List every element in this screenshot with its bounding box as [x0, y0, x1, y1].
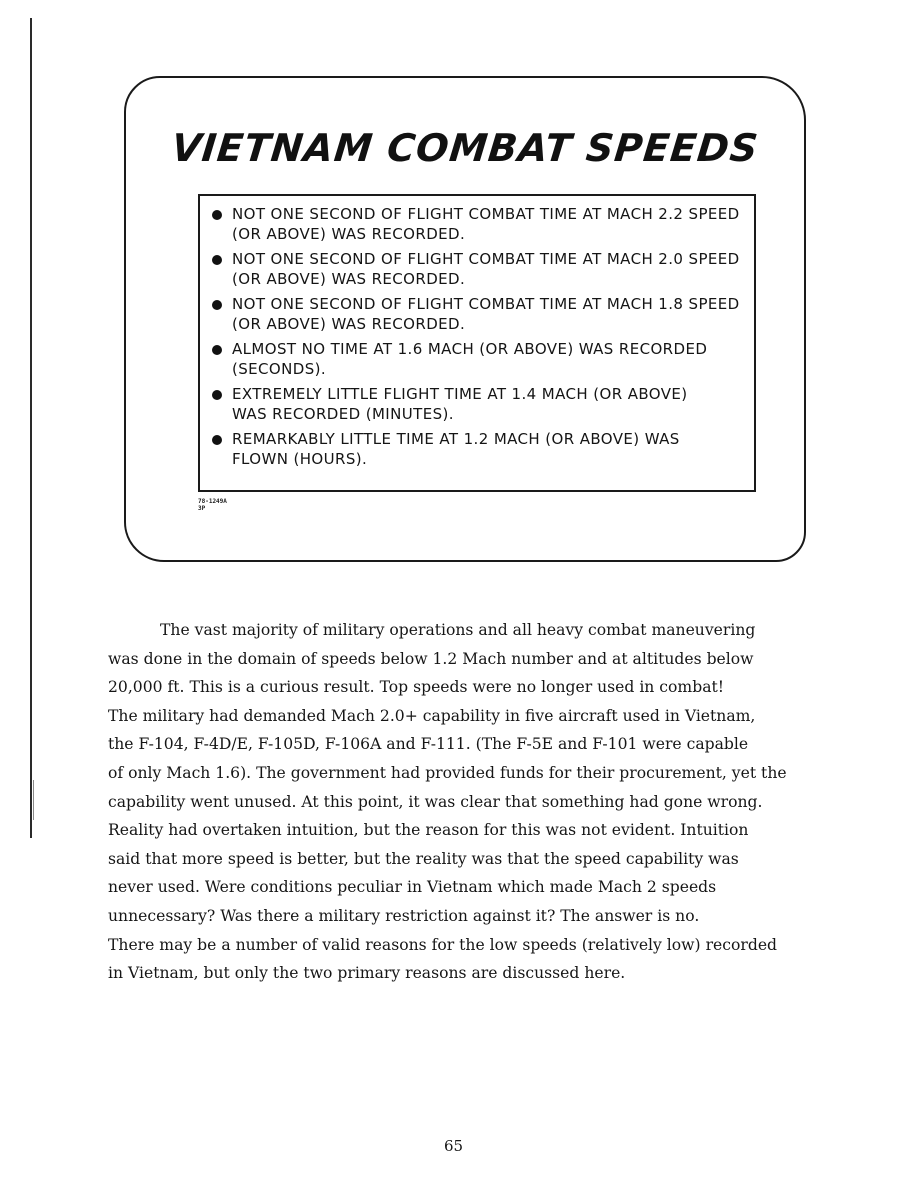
bullet-item: [212, 429, 754, 469]
bullet-list: [200, 196, 754, 469]
bullet-line: EXTREMELY LITTLE FLIGHT TIME AT 1.4 MACH (OR ABOVE): [232, 385, 688, 403]
bullet-dot-icon: [212, 210, 222, 220]
bullet-line: REMARKABLY LITTLE TIME AT 1.2 MACH (OR ABOVE) WAS: [232, 430, 680, 448]
body-line: The military had demanded Mach 2.0+ capability in five aircraft used in Vietnam,: [108, 706, 756, 725]
bullet-line: NOT ONE SECOND OF FLIGHT COMBAT TIME AT MACH 1.8 SPEED: [232, 295, 740, 313]
bullet-line: FLOWN (HOURS).: [232, 450, 368, 468]
bullet-line: ALMOST NO TIME AT 1.6 MACH (OR ABOVE) WAS RECORDED: [232, 340, 708, 358]
body-line: There may be a number of valid reasons for the low speeds (relatively low) recorded: [108, 935, 778, 954]
bullet-dot-icon: [212, 390, 222, 400]
bullet-dot-icon: [212, 345, 222, 355]
bullet-line: (SECONDS).: [232, 360, 327, 378]
bullet-line: WAS RECORDED (MINUTES).: [232, 405, 454, 423]
binding-edge-line: [30, 18, 32, 838]
bullet-box: [198, 194, 756, 492]
body-line: of only Mach 1.6). The government had provided funds for their procurement, yet the: [108, 763, 787, 782]
body-line: The vast majority of military operations and all heavy combat maneuvering: [160, 621, 756, 639]
figure-code-line: 78-1249A: [198, 498, 227, 505]
bullet-item: [212, 294, 754, 334]
figure-code-line: 3P: [198, 505, 206, 512]
bullet-line: NOT ONE SECOND OF FLIGHT COMBAT TIME AT MACH 2.2 SPEED: [232, 205, 740, 223]
bullet-dot-icon: [212, 300, 222, 310]
body-paragraph: [108, 616, 838, 988]
body-line: said that more speed is better, but the reality was that the speed capability was: [108, 849, 739, 868]
body-line: Reality had overtaken intuition, but the reason for this was not evident. Intuition: [108, 821, 749, 840]
bullet-line: (OR ABOVE) WAS RECORDED.: [232, 270, 466, 288]
body-line: capability went unused. At this point, it was clear that something had gone wrong.: [108, 792, 763, 811]
bullet-dot-icon: [212, 255, 222, 265]
binding-edge-mark: [33, 780, 34, 820]
bullet-item: [212, 384, 754, 424]
body-line: was done in the domain of speeds below 1.2 Mach number and at altitudes below: [108, 649, 754, 668]
body-line: never used. Were conditions peculiar in Vietnam which made Mach 2 speeds: [108, 878, 717, 897]
slide-title: VIETNAM COMBAT SPEEDS: [169, 126, 761, 170]
page-number: 65: [443, 1137, 464, 1155]
body-line: the F-104, F-4D/E, F-105D, F-106A and F-111. (The F-5E and F-101 were capable: [108, 735, 749, 754]
figure-frame: [124, 76, 806, 562]
figure-code: [198, 498, 258, 512]
body-line: unnecessary? Was there a military restriction against it? The answer is no.: [108, 906, 700, 925]
bullet-item: [212, 249, 754, 289]
bullet-line: (OR ABOVE) WAS RECORDED.: [232, 225, 466, 243]
bullet-item: [212, 204, 754, 244]
bullet-item: [212, 339, 754, 379]
bullet-dot-icon: [212, 435, 222, 445]
bullet-line: NOT ONE SECOND OF FLIGHT COMBAT TIME AT MACH 2.0 SPEED: [232, 250, 740, 268]
body-line: 20,000 ft. This is a curious result. Top speeds were no longer used in combat!: [108, 678, 725, 697]
bullet-line: (OR ABOVE) WAS RECORDED.: [232, 315, 466, 333]
body-line: in Vietnam, but only the two primary reasons are discussed here.: [108, 964, 626, 983]
